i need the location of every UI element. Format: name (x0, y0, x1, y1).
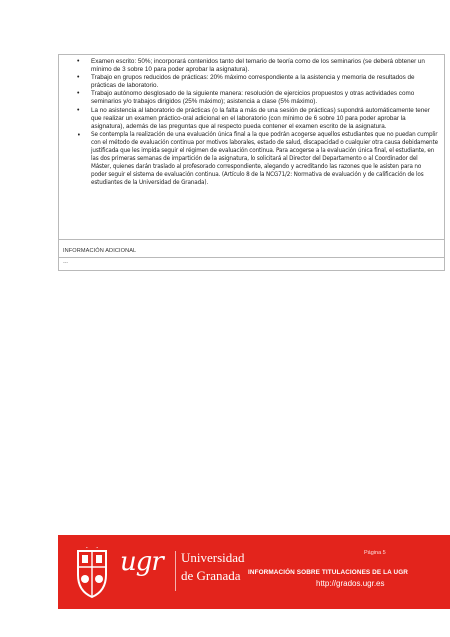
list-item: • Se contempla la realización de una evaluación única final a la que podrán acogerse aquellos estudiantes que no puedan cumplir con el método de evaluación continua por motivos laborales, estado de salud, discapacidad o cualquier otra causa debidamente justificada que les impida seguir el régimen de evaluación continua. Para acogerse a la evaluación única final, el estudiante, en las dos primeras semanas de impartición de la asignatura, lo solicitará al Director del Departamento o al Coordinador del Máster, quienes darán traslado al profesorado correspondiente, alegando y acreditando las razones que le asisten para no poder seguir el sistema de evaluación continua. (Artículo 8 de la NCG71/2: Normativa de evaluación y de calificación de los estudiantes de la Universidad de Granada). (77, 130, 438, 187)
university-name: Universidad (181, 550, 245, 565)
list-item: • Trabajo autónomo desglosado de la siguiente manera: resolución de ejercicios propuestos y otras actividades como seminarios y/o trabajos dirigidos (25% máximo); asistencia a clase (5% máximo). (77, 90, 415, 106)
list-item: • La no asistencia al laboratorio de prácticas (o la falta a más de una sesión de prácticas) supondrá automáticamente tener que realizar un examen práctico-oral adicional en el laboratorio (con mínimo de 6 sobre 10 para poder aprobar la asignatura), además de las preguntas que al respecto pueda contener el examen escrito de la asignatura. (77, 106, 430, 130)
bullet-icon: • (77, 58, 80, 65)
footer-title: INFORMACIÓN SOBRE TITULACIONES DE LA UGR (248, 569, 408, 576)
evaluation-section (59, 55, 444, 240)
footer-url-link[interactable]: http://grados.ugr.es (316, 579, 385, 588)
additional-info-value: --- (63, 260, 68, 266)
evaluation-list (59, 55, 444, 188)
additional-info-title: INFORMACIÓN ADICIONAL (63, 248, 137, 254)
footer-banner (58, 535, 450, 609)
page-number: Página 5 (364, 550, 386, 556)
divider (59, 257, 444, 258)
bullet-icon: • (77, 90, 80, 98)
list-item: • Trabajo en grupos reducidos de prácticas: 20% máximo correspondiente a la asistencia y memoria de resultados de prácticas de laboratorio. (77, 74, 415, 90)
ugr-logo: ugr (120, 547, 163, 577)
bullet-icon: • (77, 106, 80, 114)
university-name-city: de Granada (181, 568, 241, 583)
content-frame (58, 54, 445, 271)
divider (175, 551, 176, 591)
bullet-icon: • (77, 130, 81, 139)
list-item: • Examen escrito: 50%; incorporará contenidos tanto del temario de teoría como de los seminarios (se deberá obtener un mínimo de 3 sobre 10 para poder aprobar la asignatura). (77, 58, 425, 74)
university-crest-icon (72, 547, 112, 599)
bullet-icon: • (77, 74, 80, 82)
